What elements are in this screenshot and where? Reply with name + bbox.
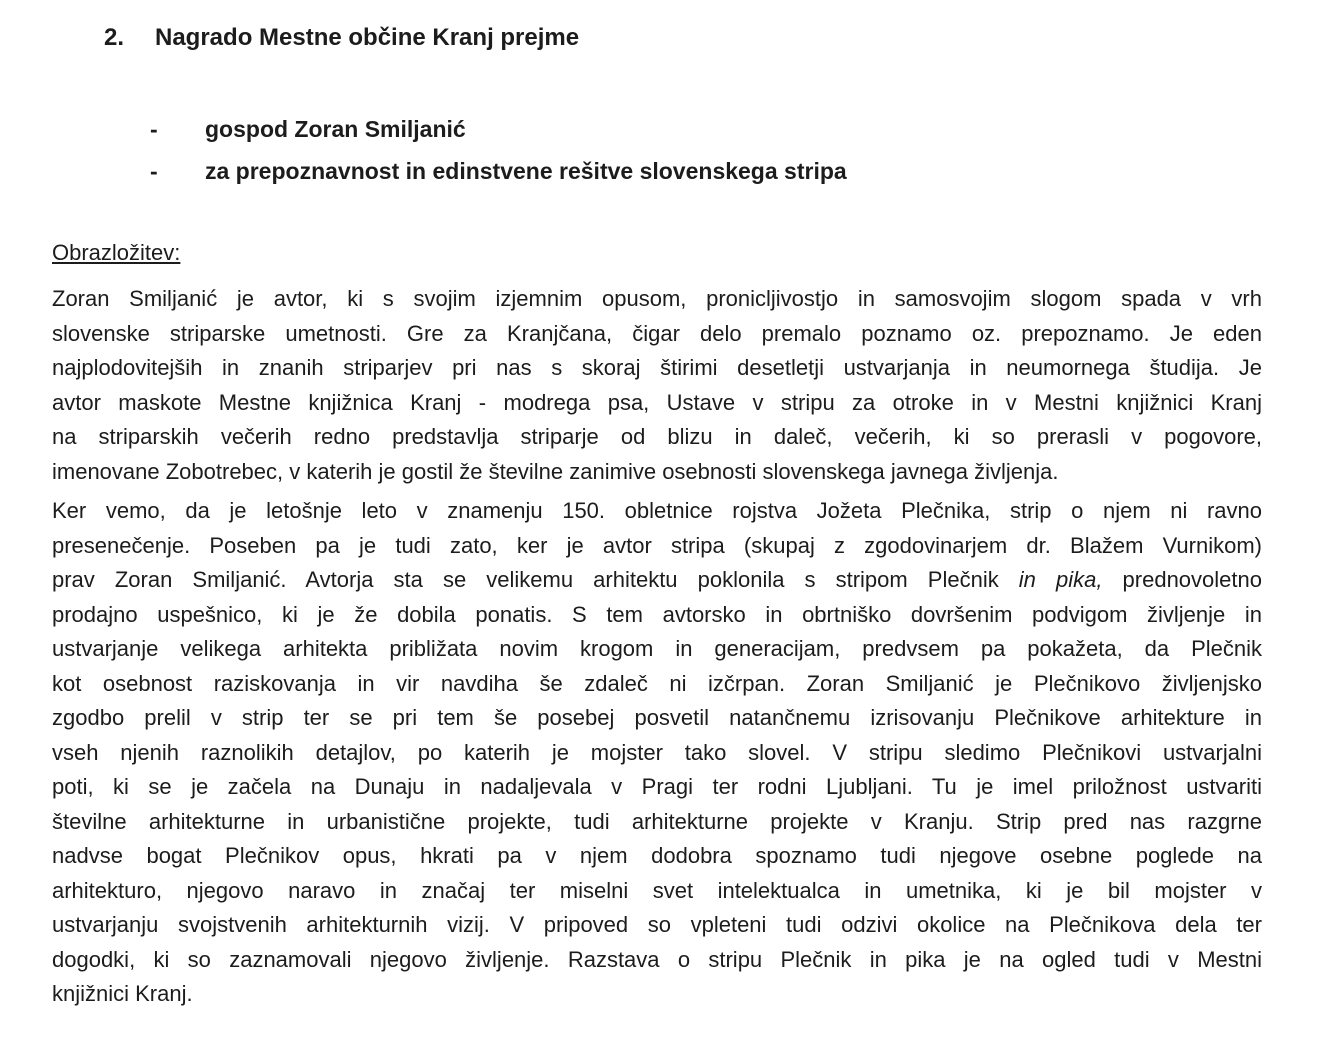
text-line: Ker vemo, da je letošnje leto v znamenju 150. obletnice rojstva Jožeta Plečnika, strip o njem ni ravno bbox=[52, 498, 1262, 523]
award-details-list bbox=[150, 108, 847, 192]
text-line: knjižnici Kranj. bbox=[52, 981, 193, 1006]
section-heading bbox=[104, 22, 579, 54]
section-title: Nagrado Mestne občine Kranj prejme bbox=[155, 24, 580, 51]
text-line: prodajno uspešnico, ki je že dobila ponatis. S tem avtorsko in obrtniško dovršenim podvigom življenje in bbox=[52, 601, 1262, 627]
text-line: imenovane Zobotrebec, v katerih je gostil že številne zanimive osebnosti slovenskega javnega življenja. bbox=[52, 458, 1059, 484]
bullet-dash: - bbox=[150, 116, 158, 142]
explanation-paragraph-2 bbox=[52, 494, 1262, 1012]
text-line: ustvarjanje velikega arhitekta približata novim krogom in generacijam, predvsem pa pokažeta, da Plečnik bbox=[52, 636, 1262, 661]
text-line: številne arhitekturne in urbanistične projekte, tudi arhitekturne projekte v Kranju. Strip pred nas razgrne bbox=[52, 808, 1262, 834]
text-fragment: prednovoletno bbox=[1102, 567, 1262, 592]
text-line: Zoran Smiljanić je avtor, ki s svojim izjemnim opusom, pronicljivostjo in samosvojim slogom spada v vrh bbox=[52, 286, 1262, 311]
text-line: nadvse bogat Plečnikov opus, hkrati pa v njem dodobra spoznamo tudi njegove osebne poglede na bbox=[52, 843, 1262, 868]
italic-title: in pika, bbox=[1018, 567, 1103, 592]
bullet-dash: - bbox=[150, 158, 158, 184]
explanation-paragraph-1 bbox=[52, 282, 1262, 489]
text-line: vseh njenih raznolikih detajlov, po katerih je mojster tako slovel. V stripu sledimo Plečnikovi ustvarjalni bbox=[52, 739, 1262, 765]
text-line bbox=[52, 563, 1262, 598]
award-reason: za prepoznavnost in edinstvene rešitve slovenskega stripa bbox=[205, 158, 847, 184]
text-line: dogodki, ki so zaznamovali njegovo življenje. Razstava o stripu Plečnik in pika je na ogled tudi v Mestni bbox=[52, 946, 1262, 972]
text-line: presenečenje. Poseben pa je tudi zato, ker je avtor stripa (skupaj z zgodovinarjem dr. Blažem Vurnikom) bbox=[52, 532, 1262, 558]
text-line: slovenske striparske umetnosti. Gre za Kranjčana, čigar delo premalo poznamo oz. prepoznamo. Je eden bbox=[52, 320, 1262, 346]
text-line: poti, ki se je začela na Dunaju in nadaljevala v Pragi ter rodni Ljubljani. Tu je imel priložnost ustvariti bbox=[52, 774, 1262, 799]
list-item bbox=[150, 108, 847, 150]
explanation-heading: Obrazložitev: bbox=[52, 240, 181, 265]
text-line: ustvarjanju svojstvenih arhitekturnih vizij. V pripoved so vpleteni tudi odzivi okolice na Plečnikova dela ter bbox=[52, 912, 1262, 937]
text-line: avtor maskote Mestne knjižnica Kranj - modrega psa, Ustave v stripu za otroke in v Mestni knjižnici Kranj bbox=[52, 389, 1262, 415]
list-item bbox=[150, 150, 847, 192]
text-line: na striparskih večerih redno predstavlja striparje od blizu in daleč, večerih, ki so prerasli v pogovore, bbox=[52, 424, 1262, 449]
text-line: najplodovitejših in znanih striparjev pri nas s skoraj štirimi desetletji ustvarjanja in neumornega študija. Je bbox=[52, 355, 1262, 380]
text-fragment: prav Zoran Smiljanić. Avtorja sta se velikemu arhitektu poklonila s stripom Plečnik bbox=[52, 567, 1019, 592]
section-number: 2. bbox=[104, 24, 125, 51]
recipient-name: gospod Zoran Smiljanić bbox=[205, 116, 466, 142]
text-line: zgodbo prelil v strip ter se pri tem še posebej posvetil natančnemu izrisovanju Plečnikove arhitekture in bbox=[52, 705, 1262, 730]
text-line: arhitekturo, njegovo naravo in značaj ter miselni svet intelektualca in umetnika, ki je bil mojster v bbox=[52, 877, 1262, 903]
text-line: kot osebnost raziskovanja in vir navdiha še zdaleč ni izčrpan. Zoran Smiljanić je Plečnikovo življenjsko bbox=[52, 670, 1262, 696]
